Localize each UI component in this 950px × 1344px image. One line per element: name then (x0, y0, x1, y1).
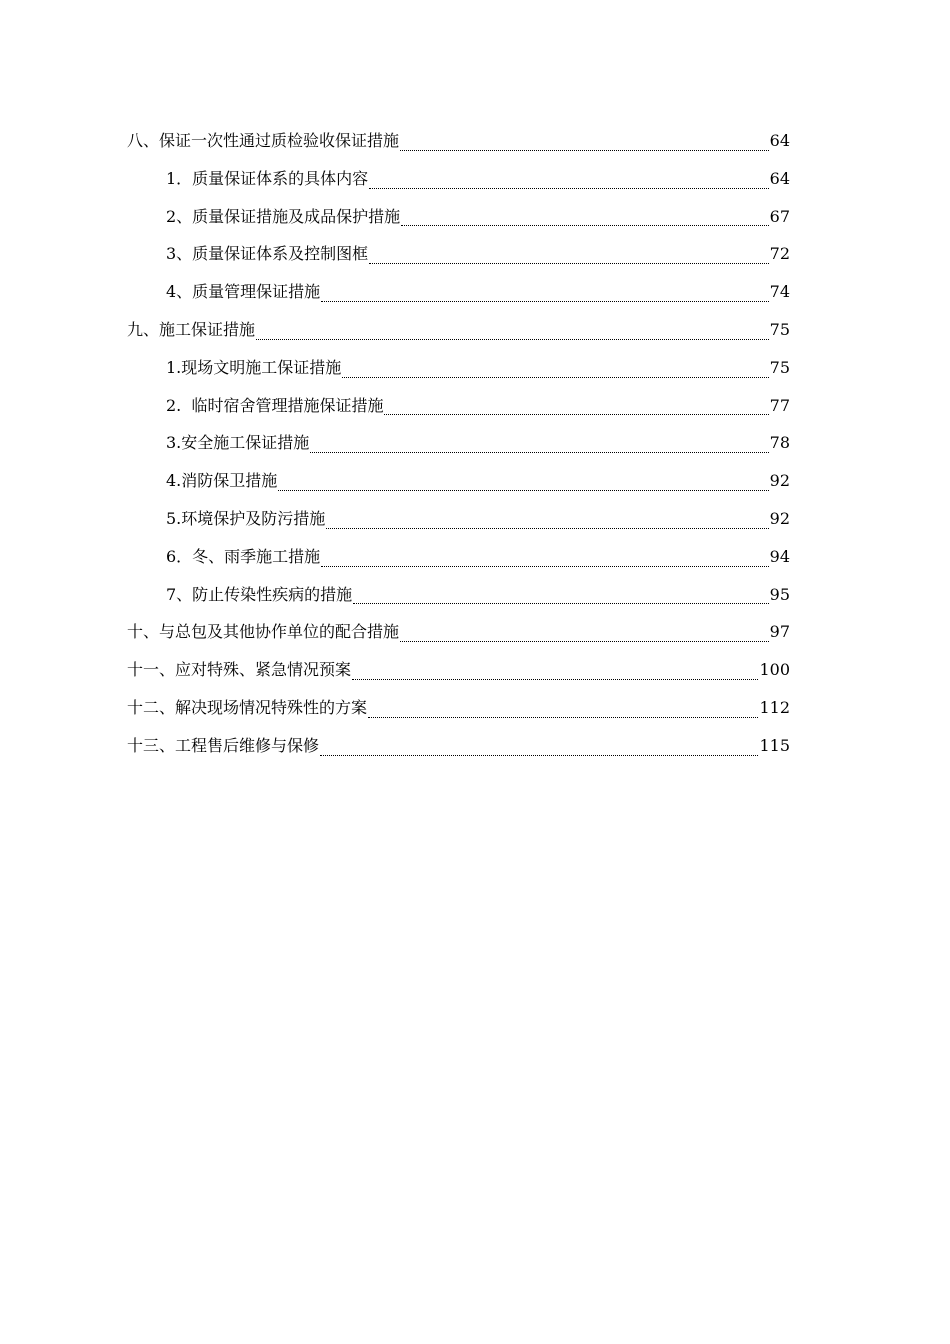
toc-entry-title: 十、与总包及其他协作单位的配合措施 (127, 622, 400, 642)
toc-entry[interactable] (127, 538, 790, 576)
toc-dot-leader (400, 640, 769, 642)
toc-entry[interactable] (127, 576, 790, 614)
toc-entry-page: 92 (769, 471, 790, 491)
toc-entry[interactable] (127, 349, 790, 387)
toc-entry-title: 3.安全施工保证措施 (166, 433, 310, 453)
toc-entry-title: 4.消防保卫措施 (166, 471, 278, 491)
table-of-contents (127, 122, 790, 765)
toc-dot-leader (368, 716, 758, 718)
toc-entry-title: 1.现场文明施工保证措施 (166, 357, 342, 377)
toc-entry-title: 九、施工保证措施 (127, 319, 256, 339)
toc-entry-page: 75 (769, 357, 790, 377)
toc-entry[interactable] (127, 387, 790, 425)
toc-entry-page: 92 (769, 508, 790, 528)
toc-entry-page: 95 (769, 584, 790, 604)
toc-entry[interactable] (127, 273, 790, 311)
toc-entry-title: 6．冬、雨季施工措施 (166, 546, 321, 566)
toc-entry[interactable] (127, 613, 790, 651)
toc-entry-page: 94 (769, 546, 790, 566)
toc-entry[interactable] (127, 651, 790, 689)
toc-entry[interactable] (127, 235, 790, 273)
toc-entry-page: 75 (769, 319, 790, 339)
toc-entry[interactable] (127, 462, 790, 500)
toc-entry-title: 4、质量管理保证措施 (166, 282, 321, 302)
toc-entry-title: 1．质量保证体系的具体内容 (166, 168, 369, 188)
toc-entry[interactable] (127, 198, 790, 236)
toc-entry-page: 100 (759, 660, 790, 680)
toc-entry-page: 115 (759, 735, 790, 755)
toc-dot-leader (369, 187, 768, 189)
toc-dot-leader (369, 262, 768, 264)
toc-dot-leader (278, 489, 768, 491)
toc-entry-page: 97 (769, 622, 790, 642)
toc-entry-title: 十一、应对特殊、紧急情况预案 (127, 660, 352, 680)
toc-dot-leader (342, 376, 768, 378)
toc-entry-title: 八、保证一次性通过质检验收保证措施 (127, 131, 400, 150)
toc-dot-leader (256, 338, 769, 340)
toc-dot-leader (400, 149, 769, 151)
toc-entry-page: 72 (769, 244, 790, 264)
toc-entry-title: 3、质量保证体系及控制图框 (166, 244, 369, 264)
toc-dot-leader (384, 413, 768, 415)
toc-entry-page: 78 (769, 433, 790, 453)
toc-entry-title: 7、防止传染性疾病的措施 (166, 584, 353, 604)
toc-dot-leader (401, 224, 768, 226)
toc-entry-page: 74 (769, 282, 790, 302)
toc-entry[interactable] (127, 160, 790, 198)
toc-entry-page: 64 (769, 131, 790, 150)
toc-entry[interactable] (127, 727, 790, 765)
toc-dot-leader (353, 602, 768, 604)
toc-entry-page: 77 (769, 395, 790, 415)
toc-entry-title: 十三、工程售后维修与保修 (127, 735, 320, 755)
toc-entry-page: 112 (759, 697, 790, 717)
toc-dot-leader (352, 678, 758, 680)
toc-entry-page: 67 (769, 206, 790, 226)
toc-dot-leader (321, 565, 768, 567)
toc-dot-leader (321, 300, 768, 302)
toc-entry[interactable] (127, 122, 790, 160)
toc-dot-leader (310, 451, 768, 453)
toc-entry[interactable] (127, 500, 790, 538)
toc-entry-title: 2、质量保证措施及成品保护措施 (166, 206, 401, 226)
toc-entry[interactable] (127, 311, 790, 349)
toc-entry-page: 64 (769, 168, 790, 188)
toc-entry[interactable] (127, 424, 790, 462)
toc-entry-title: 2. 临时宿舍管理措施保证措施 (166, 395, 384, 415)
toc-entry-title: 5.环境保护及防污措施 (166, 508, 326, 528)
toc-entry-title: 十二、解决现场情况特殊性的方案 (127, 697, 368, 717)
toc-dot-leader (320, 754, 758, 756)
toc-dot-leader (326, 527, 768, 529)
toc-entry[interactable] (127, 689, 790, 727)
